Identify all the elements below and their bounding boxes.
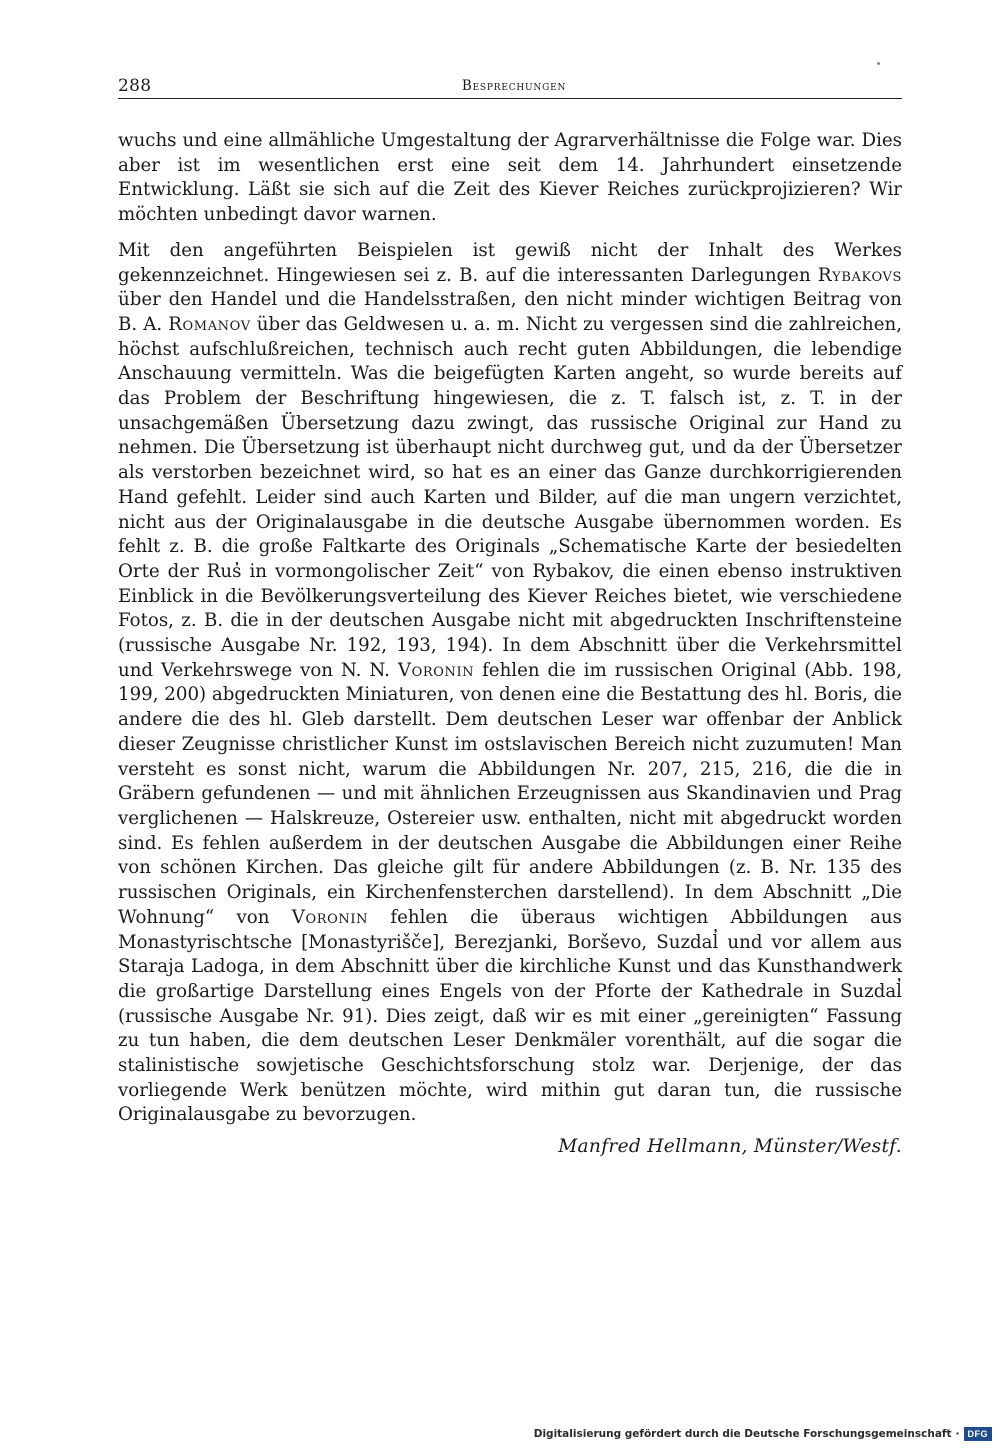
digitization-footer	[534, 1427, 992, 1441]
footer-separator: ·	[955, 1428, 960, 1440]
paragraph-2-text-d: fehlen die im russischen Original (Abb. 198, 199, 200) abgedruckten Miniaturen, von denen eine die Bestattung des hl. Boris, die andere die des hl. Gleb darstellt. Dem deutschen Leser war offenbar der Anblick dieser Zeugnisse christlicher Kunst im ostslavischen Bereich nicht zuzumuten! Man versteht es sonst nicht, warum die Abbildungen Nr. 207, 215, 216, die die in Gräbern gefundenen — und mit ähnlichen Erzeugnissen aus Skandinavien und Prag verglichenen — Halskreuze, Ostereier usw. enthalten, nicht mit abgedruckt worden sind. Es fehlen außerdem in der deutschen Ausgabe die Abbildungen einer Reihe von schönen Kirchen. Das gleiche gilt für andere Abbildungen (z. B. Nr. 135 des russischen Originals, ein Kirchenfensterchen darstellend). In dem Abschnitt „Die Wohnung“ von	[118, 659, 902, 928]
author-name-voronin: Voronin	[397, 659, 475, 681]
scan-speck	[877, 62, 880, 65]
author-name-romanov: Romanov	[168, 313, 251, 335]
reviewer-signature: Manfred Hellmann, Münster/Westf.	[558, 1136, 902, 1158]
page-header	[118, 76, 902, 99]
author-name-voronin: Voronin	[291, 906, 369, 928]
paragraph-2-text-c: über das Geldwesen u. a. m. Nicht zu vergessen sind die zahlreichen, höchst aufschlußreichen, technisch auch recht guten Abbildungen, die lebendige Anschauung vermitteln. Was die beigefügten Karten angeht, so wurde bereits auf das Problem der Beschriftung hingewiesen, die z. T. falsch ist, z. T. in der unsachgemäßen Übersetzung dazu zwingt, das russische Original zur Hand zu nehmen. Die Übersetzung ist überhaupt nicht durchweg gut, und da der Übersetzer als verstorben bezeichnet wird, so hat es an einer das Ganze durchkorrigierenden Hand gefehlt. Leider sind auch Karten und Bilder, auf die man ungern verzichtet, nicht aus der Originalausgabe in die deutsche Ausgabe übernommen worden. Es fehlt z. B. die große Faltkarte des Originals „Schematische Karte der besiedelten Orte der Rus̓ in vormongolischer Zeit“ von Rybakov, die einen ebenso instruktiven Einblick in die Bevölkerungsverteilung des Kiever Reiches bietet, wie verschiedene Fotos, z. B. die in der deutschen Ausgabe nicht mit abgedruckten Inschriftensteine (russische Ausgabe Nr. 192, 193, 194). In dem Abschnitt über die Verkehrsmittel und Verkehrswege von N. N.	[118, 313, 902, 681]
paragraph-2-text-e: fehlen die überaus wichtigen Abbildungen aus Monastyrischtsche [Monastyrišče], Berezjanki, Borševo, Suzdal̓ und vor allem aus Staraja Ladoga, in dem Abschnitt über die kirchliche Kunst und das Kunsthandwerk die großartige Darstellung eines Engels von der Pforte der Kathedrale in Suzdal̓ (russische Ausgabe Nr. 91). Dies zeigt, daß wir es mit einer „gereinigten“ Fassung zu tun haben, die dem deutschen Leser Denkmäler vorenthält, auf die sogar die stalinistische sowjetische Geschichtsforschung stolz war. Derjenige, der das vorliegende Werk benützen möchte, wird mithin gut daran tun, die russische Originalausgabe zu bevorzugen.	[118, 906, 902, 1126]
paragraph-2	[118, 239, 902, 1128]
dfg-logo-icon: DFG	[964, 1427, 993, 1441]
running-title: Besprechungen	[461, 78, 567, 94]
paragraph-1: wuchs und eine allmähliche Umgestaltung der Agrarverhältnisse die Folge war. Dies aber ist im wesentlichen erst eine seit dem 14. Jahrhundert einsetzende Entwicklung. Läßt sie sich auf die Zeit des Kiever Reiches zurückprojizieren? Wir möchten unbedingt davor warnen.	[118, 130, 902, 226]
page-number: 288	[118, 76, 152, 96]
paragraph-2-text-a: Mit den angeführten Beispielen ist gewiß nicht der Inhalt des Werkes gekennzeichnet. Hingewiesen sei z. B. auf die interessanten Darlegungen	[118, 239, 902, 286]
author-name-rybakov: Rybakovs	[817, 264, 902, 286]
paragraph-2-text-b: über den Handel und die Handelsstraßen, den nicht minder wichtigen Beitrag von B. A.	[118, 289, 902, 335]
footer-credit: Digitalisierung gefördert durch die Deutsche Forschungsgemeinschaft	[533, 1428, 952, 1440]
review-text	[118, 129, 902, 1157]
